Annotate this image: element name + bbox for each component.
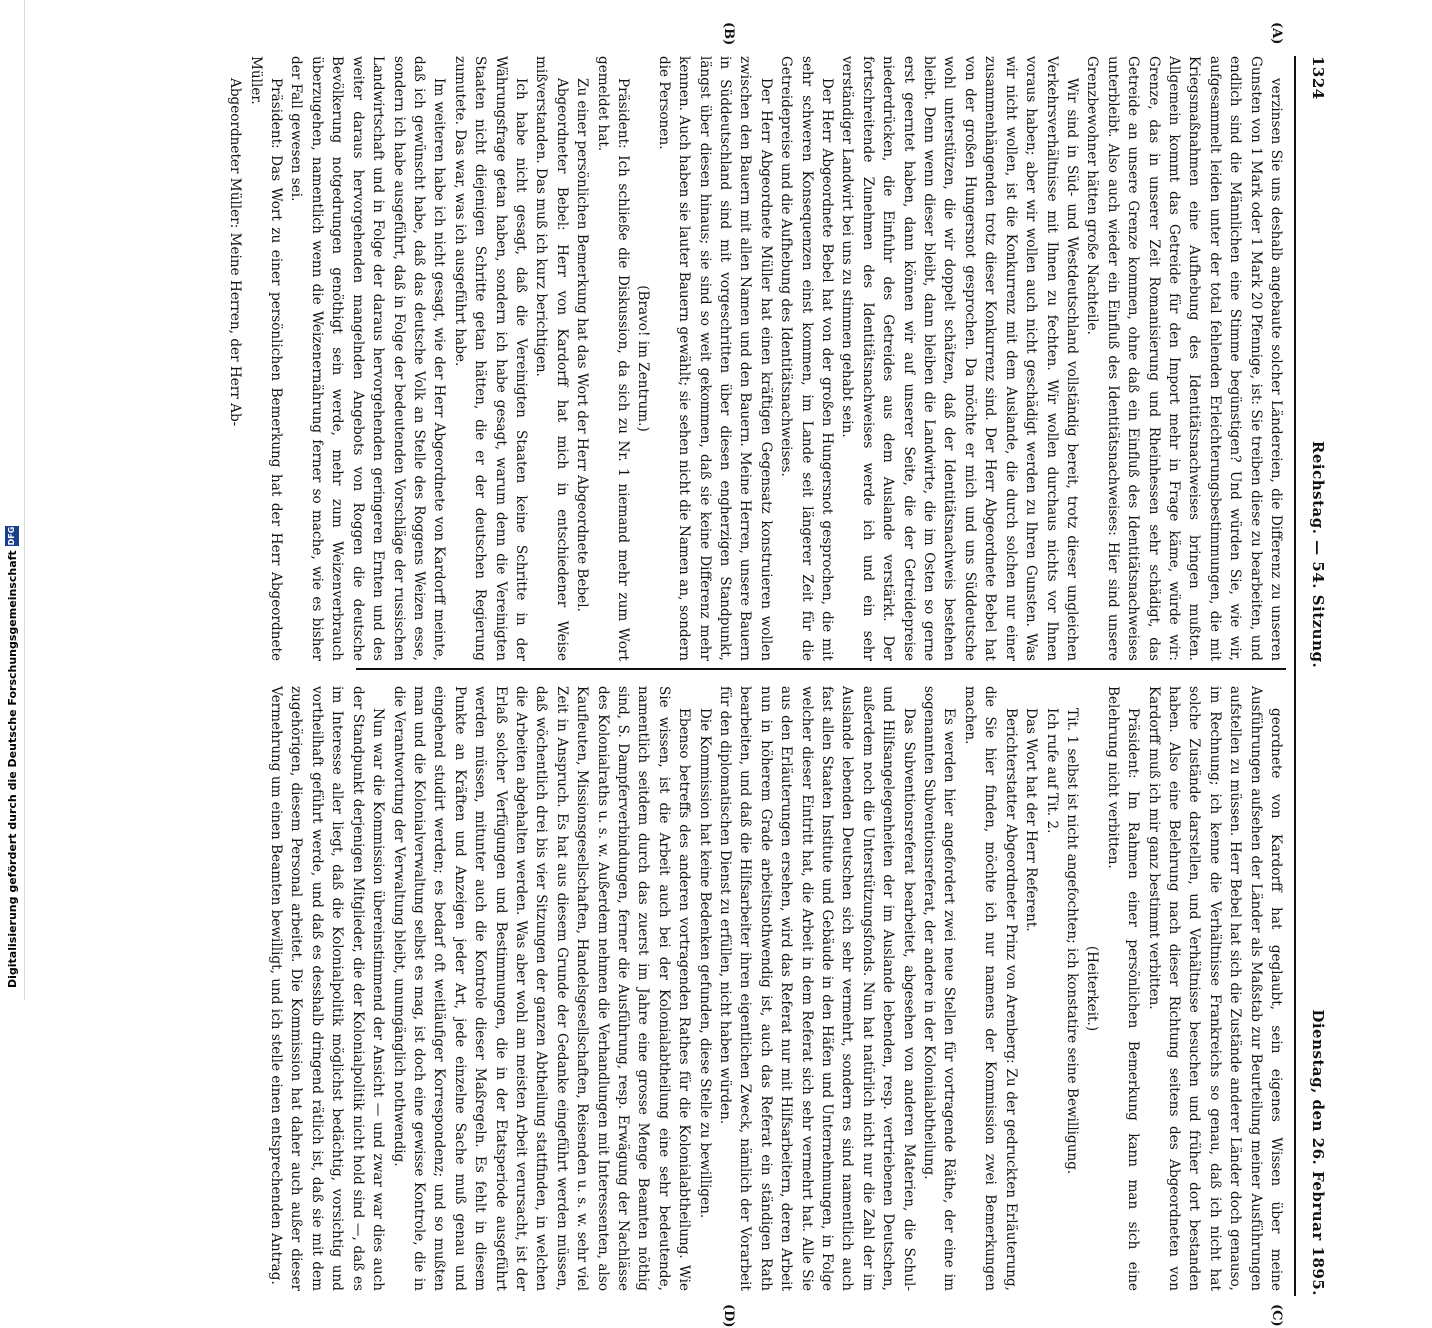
paragraph: Präsident: Im Rahmen einer persönlichen Bemerkung kann man sich eine Belehrung nicht verbitten. (1104, 686, 1142, 1291)
left-gutter-line (24, 0, 25, 1000)
paragraph: verzinsen Sie uns deshalb angebaute solcher Ländereien, die Differenz zu unseren Gunsten von 1 Mark oder 1 Mark 20 Pfennige, ist: Sie treiben diese zu bearbeiten, und endlich sind die Männlichen eine Stimme begünstigen? Und würden Sie, wie wir, aufgesammelt leiden unter der total fehlenden Erleichterungsbestimmungen, die mit Kriegsmaßnahmen eine Aufhebung des Identitätsnachweises bringen mußten. Allgemein kommt das Getreide für den Import mehr in Frage käme, würde wir: Grenze, das in unserer Zeit Romanisierung und Rheinhessen sehr schädigt, das Getreide an unsere Grenze kommen, ohne daß ein Einfluß des Identitätsnachweises unterbleibt. Also auch wieder ein Einfluß des Identitätsnachweises: Hier sind unsere Grenzbewohner hätten große Nachteile. (1084, 56, 1284, 661)
paragraph: Abgeordneter Bebel: Herr von Kardorff hat mich in entschiedener Weise mißverstanden. Das muß ich kurz berichtigen. (533, 56, 570, 661)
paragraph: Nun war die Kommission übereinstimmend der Ansicht — und zwar war dies auch der Standpunkt derjenigen Mitglieder, die der Kolonialpolitik nicht hold sind —, daß es im Interesse aller liegt, daß die Kolonialpolitik möglichst bedächtig, vorsichtig und vortheilhaft geführt werde, und daß es desshalb dringend rätlich ist, daß sie mit dem zugehörigen, diesem Personal arbeitet. Die Kommission hat daher auch außer dieser Vermehrung um einen Beamten bewilligt, und ich stelle einen entsprechenden Antrag. (268, 686, 387, 1291)
paragraph: Präsident: Das Wort zu einer persönlichen Bemerkung hat der Herr Abgeordnete Müller. (247, 56, 285, 661)
paragraph: Wir sind in Süd- und Westdeutschland vollständig bereit, trotz dieser ungleichen Verkehrsverhältnisse mit Ihnen zu fechten. Wir wollen durchaus nichts vor Ihnen voraus haben; aber wir wollen auch nicht geschädigt werden zu Ihren Gunsten. Was wir nicht wollen, ist die Konkurrenz mit dem Auslande, die durch solchen nur einer zusammenhängenden trotz dieser Konkurrenz sind. Der Herr Abgeordnete Bebel hat von der großen Hungersnot gesprochen. Da möchte er mich und uns Süddeutsche wohl unterstützen, die wir doppelt schätzen, daß der Identitätsnachweis bestehen bleibt. Denn wenn dieser bleibt, dann bleiben die Landwirte, die im Osten so gerne erst geerntet haben, dann können wir auf unserer Seite, die der Getreidepreise niederdrücken, die Einfuhr des Getreides aus dem Auslande verstärkt. Der fortschreitende Zunehmen des Identitätsnachweises werde ich und ein sehr verständiger Landwirt bei uns zu stimmen gehabt sein. (839, 56, 1080, 661)
session-title: Reichstag. — 54. Sitzung. (1309, 440, 1327, 669)
paragraph: Der Herr Abgeordnete Müller hat einen kräftigen Gegensatz konstruieren wollen zwischen den Bauern mit allen Namen und den Bauern. Meine Herren, unsere Bauern in Süddeutschland sind mit vorgeschritten über diesen engherzigen Standpunkt, längst über diesen hinaus; sie sind so weit gekommen, daß sie keine Differenz mehr kennen. Auch haben sie lauter Bauern gewählt; sie sehen nicht die Namen an, sondern die Personen. (655, 56, 774, 661)
paragraph: Das Wort hat der Herr Referent. (1023, 708, 1040, 932)
paragraph: Das Subventionsreferat bearbeitet, abgesehen von anderen Materien, die Schul- und Hilfsangelegenheiten der im Auslande lebenden, resp. vertriebenen Deutschen, außerdem noch die Unterstützungsfonds. Nun hat natürlich nicht nur die Zahl der im Auslande lebenden Deutschen sich sehr vermehrt, sondern es sind namentlich auch fast allen Staaten Institute und Gebäude in den Häfen und Unternehmungen, in Folge welcher dieser Eintritt hat, die Arbeit in dem Referat sich sehr vermehrt hat. Alle Sie aus den Erläuterungen ersehen, wird das Referat nur mit Hilfsarbeitern, deren Arbeit nun in höherem Grade arbeitsnothwendig ist, auch das Referat ein ständigen Rath bearbeiten, und daß die Hilfsarbeiter ihren eigentlichen Zweck, nämlich der Vorarbeit für den diplomatischen Dienst zu erfüllen, nicht haben würden. (717, 686, 917, 1291)
page-number: 1324 (1309, 56, 1327, 100)
applause-note: (Bravo! im Zentrum.) (635, 285, 652, 432)
paragraph: Es werden hier angefordert zwei neue Stellen für vortragende Räthe, der eine im sogenannten Subventionsreferat, der andere in der Kolonialabtheilung. (921, 686, 958, 1291)
session-date: Dienstag, den 26. Februar 1895. (1309, 1009, 1327, 1296)
paragraph: Ich habe nicht gesagt, daß die Vereinigten Staaten keine Schritte in der Währungsfrage getan haben, sondern ich habe gesagt, warum denn die Vereinigten Staaten nicht diejenigen Schritte getan hätten, die er der deutschen Regierung zumutete. Das war, was ich ausgeführt habe. (451, 56, 529, 661)
dfg-logo-icon: DFG (5, 526, 19, 546)
right-column (266, 686, 1286, 1291)
dfg-footer (0, 0, 24, 1000)
paragraph: Abgeordneter Müller: Meine Herren, der Herr Ab- (227, 78, 244, 427)
margin-marker-b: (B) (721, 22, 736, 46)
rotated-page (54, 4, 1338, 1328)
margin-marker-c: (C) (1269, 1304, 1284, 1327)
laughter-note: (Heiterkeit.) (1084, 945, 1101, 1032)
footer-text: Digitalisierung gefördert durch die Deutsche Forschungsgemeinschaft (5, 550, 19, 988)
paragraph: Tit. 1 selbst ist nicht angefochten; ich konstatire seine Bewilligung. (1063, 708, 1080, 1175)
paragraph: Die Kommission hat keine Bedenken gefunden, diese Stelle zu bewilligen. (696, 708, 713, 1219)
paragraph: Zu einer persönlichen Bemerkung hat das Wort der Herr Abgeordnete Bebel. (574, 78, 591, 612)
paragraph: Ebenso betreffs des anderen vortragenden Rathes für die Kolonialabtheilung. Wie Sie wissen, ist die Arbeit auch bei der Kolonialabtheilung eine sehr bedeutende, namentlich seitdem durch das zuerst im Jahre eine grosse Menge Beamten nöthig sind, S. Dampferverbindungen, ferner die Ausführung, resp. Erwägung der Nachlässe des Kolonialraths u. s. w. Außerdem nehmen die Verhandlungen mit Interessenten, also Kaufleuten, Missionsgesellschaften, Handelsgesellschaften, Reisenden u. s. w. sehr viel Zeit in Anspruch. Es hat aus diesem Grunde der Gedanke eingeführt werden müssen, daß wöchentlich drei bis vier Sitzungen der ganzen Abtheilung stattfinden, in welchen die Arbeiten abgehalten werden. Was aber wohl am meisten Arbeit verursacht, ist der Erlaß solcher Verfügungen und Bestimmungen, die in der Etatsperiode ausgeführt werden müssen, mitunter auch die Kontrole dieser Maßregeln. Es fehlt in diesem Punkte an Kräften und Anzeigen jeder Art, jede einzelne Sache muß genau und eingehend studirt werden; es bedarf oft weitläufiger Korrespondenz; und so mußten man und die Kolonialverwaltung selbst es mag, ist doch eine gewisse Kontrole, die in die Verantwortung der Verwaltung bleibt, unumgänglich nothwendig. (390, 686, 693, 1291)
paragraph: geordnete von Kardorff hat geglaubt, sein eigenes Wissen über meine Ausführungen aufsehen der Länder als Maßstab zur Beurteilung meiner Ausführungen aufstellen zu müssen. Herr Bebel hat sich die Zustände anderer Länder doch genauso, im Rechnung; ich kenne die Verhältnisse Frankreichs so genau, daß ich nicht hat solche Zustände darstellen, und Verhältnisse besuchen und früher dort bestanden haben. Also eine Belehrung nach dieser Richtung seitens des Abgeordneten von Kardorff muß ich mir ganz bestimmt verbitten. (1145, 686, 1284, 1291)
page-header (1298, 56, 1338, 1296)
margin-marker-d: (D) (721, 1304, 736, 1328)
paragraph: Berichterstatter Abgeordneter Prinz von Arenberg: Zu der gedruckten Erläuterung, die Sie hier finden, möchte ich nur namens der Kommission zwei Bemerkungen machen. (961, 686, 1019, 1291)
paragraph: Der Herr Abgeordnete Bebel hat von der großen Hungersnot gesprochen, die mit sehr schweren Konsequenzen einst kommen, im Lande seit längerer Zeit für die Getreidepreise und die Aufhebung des Identitätsnachweises. (778, 56, 836, 661)
column-divider (356, 668, 1286, 670)
paragraph: Präsident: Ich schließe die Diskussion, da sich zu Nr. 1 niemand mehr zum Wort gemeldet hat. (594, 56, 631, 661)
header-rule (1294, 56, 1296, 1296)
paragraph: Ich rufe auf Tit. 2. (1043, 708, 1060, 834)
paragraph: Im weiteren habe ich nicht gesagt, wie der Herr Abgeordnete von Kardorff meinte, daß ich gewünscht habe, daß das deutsche Volk an Stelle des Roggens Weizen esse, sondern ich habe ausgeführt, daß in Folge der bedeutenden Vorschläge der russischen Landwirtschaft und in Folge der daraus hervorgehenden geringeren Ernten und des weiter daraus hervorgehenden mangelnden Angebots von Roggen die deutsche Bevölkerung notgedrungen genöthigt sein werde, mehr zum Weizenverbrauch überzugehen, namentlich wenn die Weizenernährung ferner so mache, wie es bisher der Fall gewesen sei. (288, 56, 448, 661)
margin-marker-a: (A) (1269, 22, 1284, 45)
left-column (225, 56, 1286, 661)
